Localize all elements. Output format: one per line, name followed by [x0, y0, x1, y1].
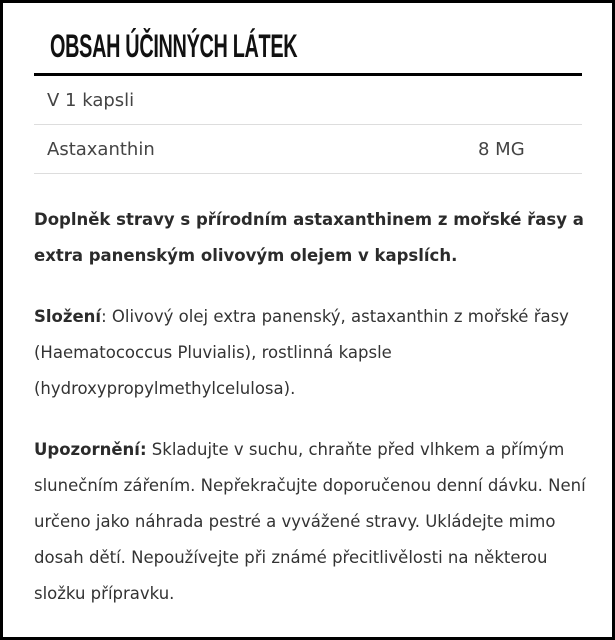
product-description: [34, 202, 594, 637]
ingredient-amount: 8 MG: [478, 139, 525, 160]
serving-size-label: V 1 kapsli: [47, 90, 135, 111]
section-title: OBSAH ÚČINNÝCH LÁTEK: [50, 28, 298, 64]
composition-separator: :: [101, 307, 112, 326]
composition-paragraph: [34, 299, 594, 407]
warning-text: Skladujte v suchu, chraňte před vlhkem a přímým slunečním zářením. Nepřekračujte doporučenou denní dávku. Není určeno jako náhrada pestré a vyvážené stravy. Ukládejte mimo dosah dětí. Nepoužívejte při známé přecitlivělosti na některou složku přípravku.: [34, 440, 586, 603]
table-header-row: [34, 76, 582, 125]
composition-label: Složení: [34, 307, 102, 326]
composition-text: Olivový olej extra panenský, astaxanthin z mořské řasy (Haematococcus Pluvialis), rostlinná kapsle (hydroxypropylmethylcelulosa).: [34, 307, 569, 398]
ingredients-table: [34, 76, 582, 174]
warning-label: Upozornění:: [34, 440, 147, 459]
warning-paragraph: [34, 432, 594, 612]
ingredient-name: Astaxanthin: [47, 139, 155, 160]
intro-paragraph: Doplněk stravy s přírodním astaxanthinem z mořské řasy a extra panenským olivovým olejem v kapslích.: [34, 210, 584, 265]
table-row: [34, 125, 582, 174]
